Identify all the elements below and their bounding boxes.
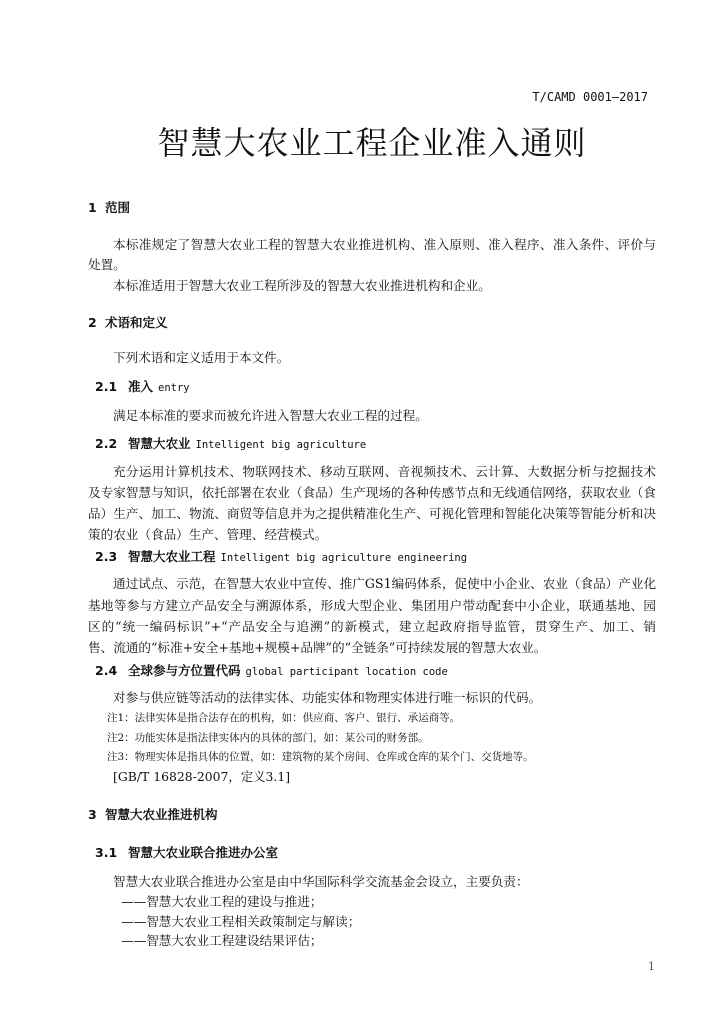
term-2-3-definition-line-4: 售、流通的“标准+安全+基地+规模+品牌”的“全链条”可持续发展的智慧大农业。 <box>88 640 547 655</box>
term-chinese: 全球参与方位置代码 <box>128 663 241 678</box>
office-intro: 智慧大农业联合推进办公室是由中华国际科学交流基金会设立，主要负责： <box>113 874 529 889</box>
scope-paragraph-1-line-2: 处置。 <box>88 257 126 272</box>
term-2-3-definition-line-1: 通过试点、示范，在智慧大农业中宣传、推广GS1编码体系，促使中小企业、农业（食品）产业化 <box>113 576 656 591</box>
term-2-2-heading <box>95 435 366 454</box>
note-2: 注2：功能实体是指法律实体内的具体的部门，如：某公司的财务部。 <box>107 732 429 744</box>
section-number: 3 <box>88 807 97 822</box>
page-number: 1 <box>648 960 655 973</box>
duty-item: ——智慧大农业工程的建设与推进； <box>121 894 323 909</box>
term-chinese: 智慧大农业工程 <box>128 549 216 564</box>
reference-citation: [GB/T 16828-2007，定义3.1] <box>113 769 291 784</box>
section-number: 1 <box>88 200 97 215</box>
term-chinese: 智慧大农业 <box>128 436 191 451</box>
term-2-3-definition-line-3: 区的“统一编码标识”+“产品安全与追溯”的新模式，建立起政府指导监管，贯穿生产、加工、销 <box>88 619 656 634</box>
term-2-3-heading <box>95 548 467 567</box>
section-title: 范围 <box>105 200 131 215</box>
duty-item: ——智慧大农业工程相关政策制定与解读； <box>121 914 361 929</box>
term-english: global participant location code <box>245 666 448 678</box>
section-title: 术语和定义 <box>105 315 168 330</box>
document-title: 智慧大农业工程企业准入通则 <box>157 124 587 162</box>
subsection-title: 智慧大农业联合推进办公室 <box>128 845 279 860</box>
subsection-number: 3.1 <box>95 845 118 860</box>
term-2-4-definition: 对参与供应链等活动的法律实体、功能实体和物理实体进行唯一标识的代码。 <box>113 690 542 705</box>
scope-paragraph-1-line-1: 本标准规定了智慧大农业工程的智慧大农业推进机构、准入原则、准入程序、准入条件、评价与 <box>113 237 656 252</box>
term-2-1-heading <box>95 378 190 397</box>
note-1: 注1：法律实体是指合法存在的机构，如：供应商、客户、银行、承运商等。 <box>107 712 461 724</box>
term-2-4-heading <box>95 662 448 681</box>
terms-intro: 下列术语和定义适用于本文件。 <box>113 350 290 365</box>
term-2-2-definition-line-4: 策的农业（食品）生产、管理、经营模式。 <box>88 527 328 542</box>
section-1-heading <box>88 199 130 217</box>
section-3-heading <box>88 806 218 824</box>
subsection-3-1-heading <box>95 844 278 862</box>
term-number: 2.4 <box>95 663 118 678</box>
term-chinese: 准入 <box>128 379 154 394</box>
term-english: Intelligent big agriculture <box>195 439 367 451</box>
term-2-2-definition-line-1: 充分运用计算机技术、物联网技术、移动互联网、音视频技术、云计算、大数据分析与挖掘技术 <box>113 464 656 479</box>
term-number: 2.1 <box>95 379 118 394</box>
section-title: 智慧大农业推进机构 <box>105 807 218 822</box>
term-2-3-definition-line-2: 基地等参与方建立产品安全与溯源体系，形成大型企业、集团用户带动配套中小企业，联通基地、园 <box>88 598 656 613</box>
section-number: 2 <box>88 315 97 330</box>
duty-item: ——智慧大农业工程建设结果评估； <box>121 933 323 948</box>
term-english: Intelligent big agriculture engineering <box>220 552 468 564</box>
term-english: entry <box>158 382 190 394</box>
section-2-heading <box>88 314 168 332</box>
term-number: 2.3 <box>95 549 118 564</box>
term-2-1-definition: 满足本标准的要求而被允许进入智慧大农业工程的过程。 <box>113 408 428 423</box>
standard-code: T/CAMD 0001—2017 <box>532 90 648 104</box>
term-number: 2.2 <box>95 436 118 451</box>
scope-paragraph-2: 本标准适用于智慧大农业工程所涉及的智慧大农业推进机构和企业。 <box>113 278 491 293</box>
term-2-2-definition-line-3: 品）生产、加工、物流、商贸等信息并为之提供精准化生产、可视化管理和智能化决策等智能分析和决 <box>88 506 656 521</box>
note-3: 注3：物理实体是指具体的位置，如：建筑物的某个房间、仓库或仓库的某个门、交货地等。 <box>107 751 534 763</box>
term-2-2-definition-line-2: 及专家智慧与知识，依托部署在农业（食品）生产现场的各种传感节点和无线通信网络，获取农业（食 <box>88 485 656 500</box>
